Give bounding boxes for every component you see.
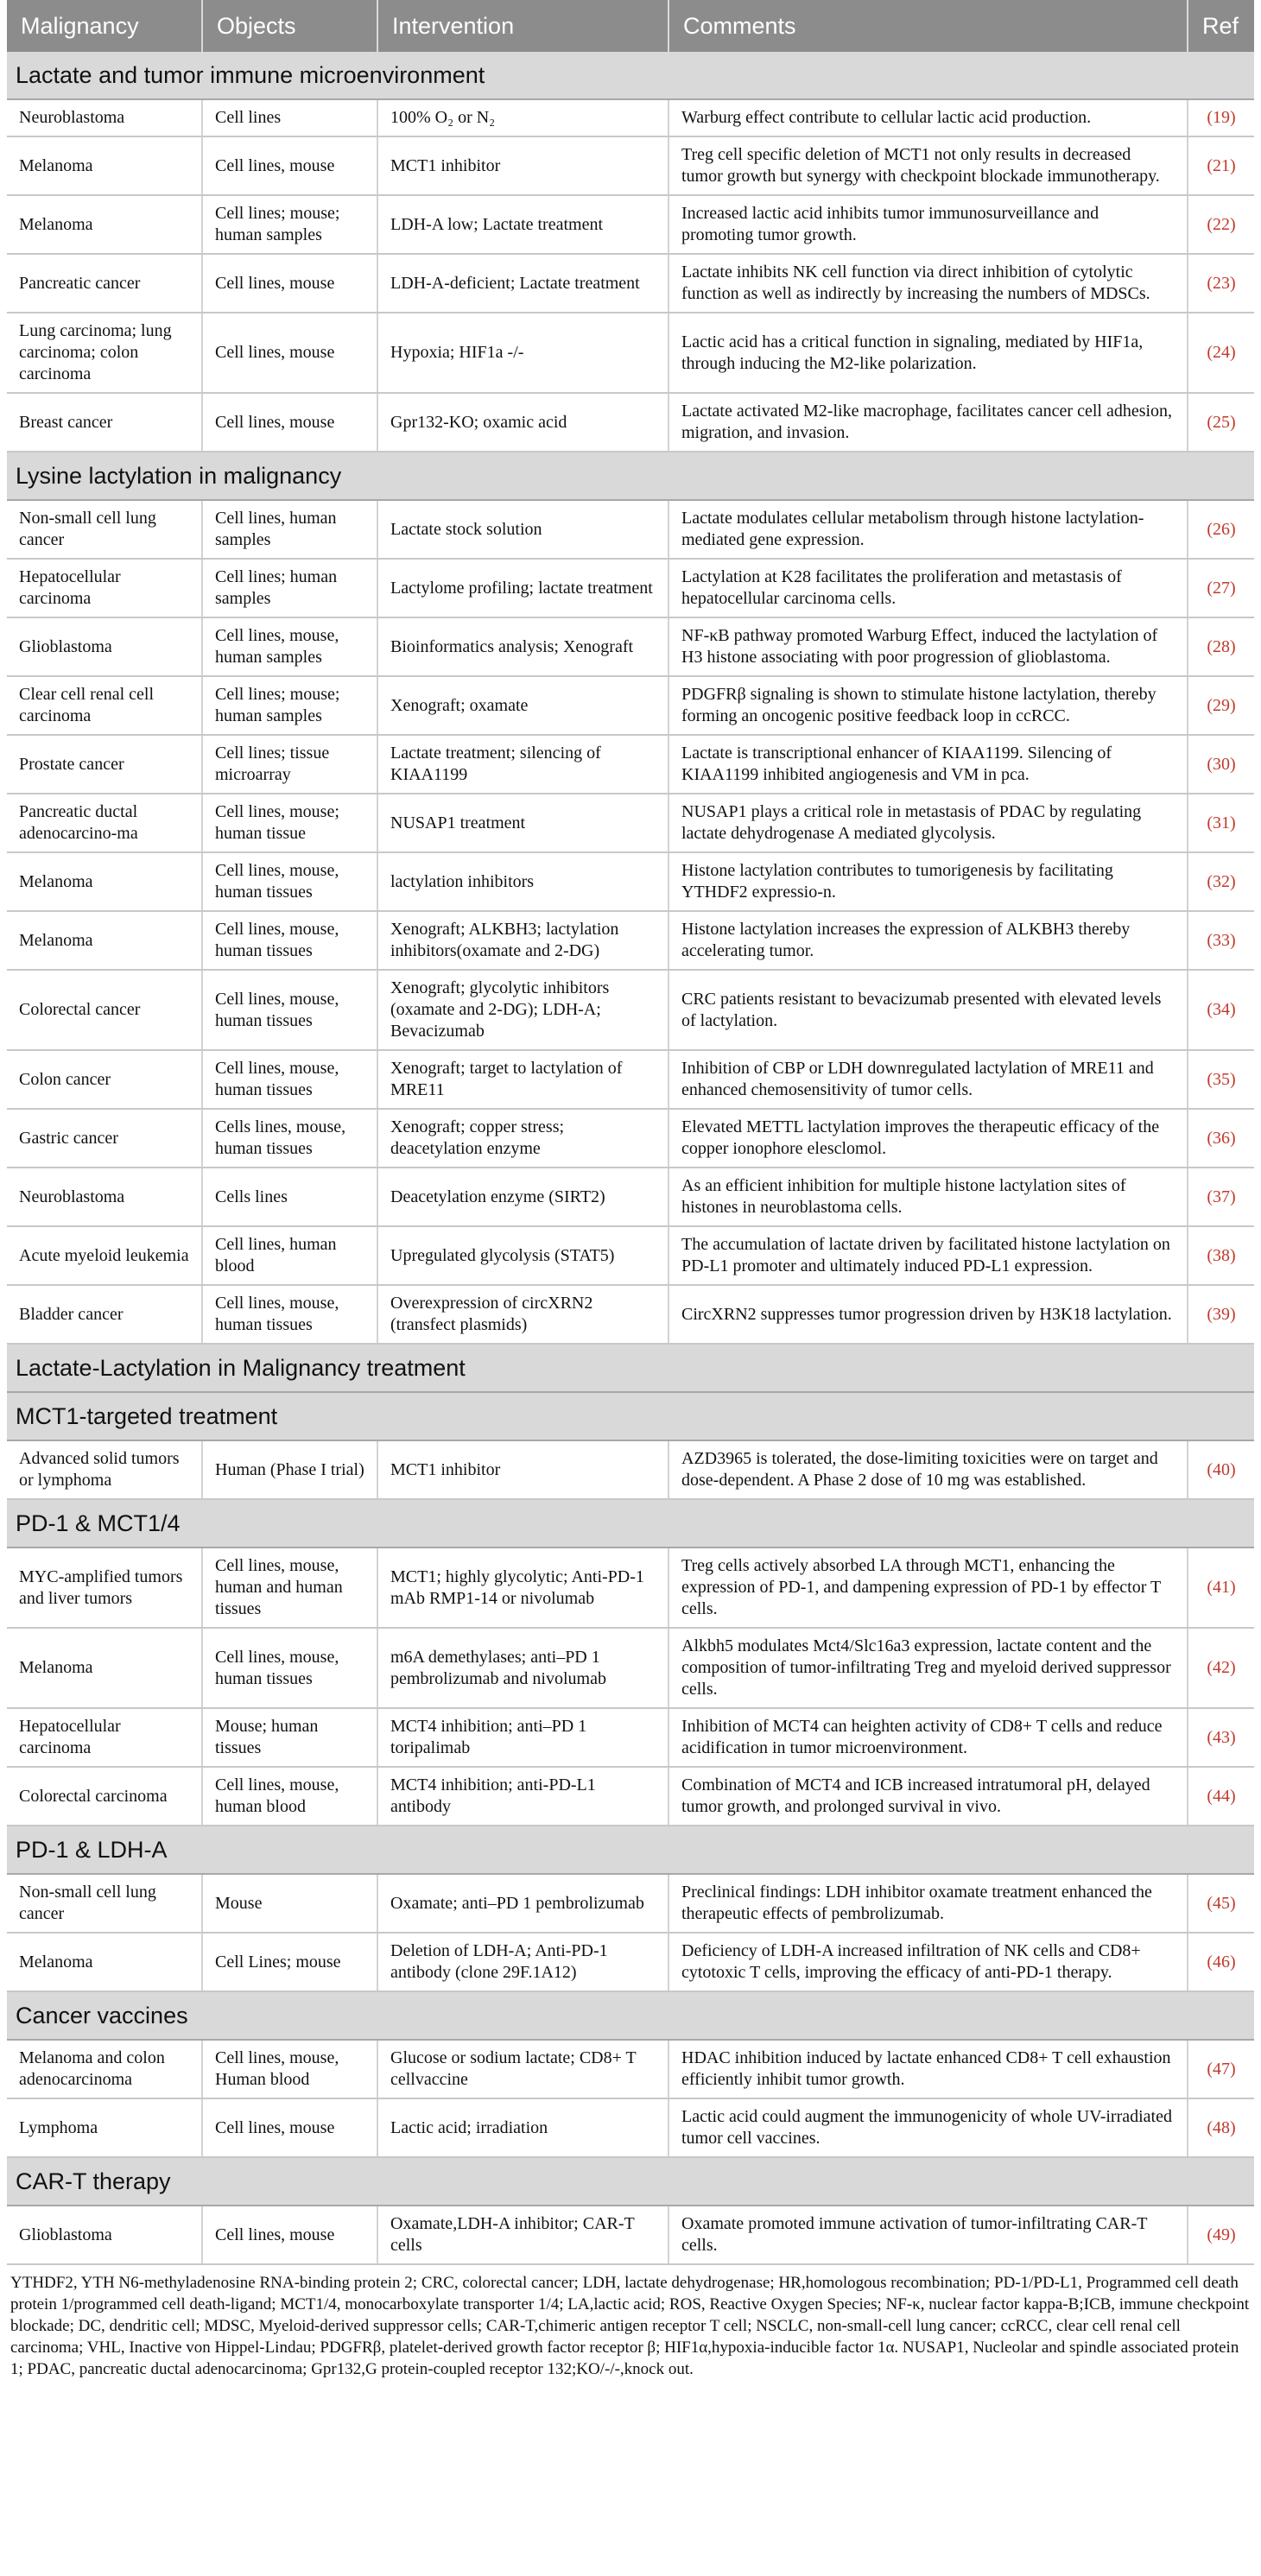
malignancy-cell: Melanoma and colon adenocarcinoma	[7, 2040, 202, 2098]
malignancy-cell: MYC-amplified tumors and liver tumors	[7, 1547, 202, 1628]
ref-cell[interactable]: (29)	[1188, 676, 1254, 735]
table-row	[7, 2040, 1254, 2098]
comments-cell: Oxamate promoted immune activation of tumor-infiltrating CAR-T cells.	[669, 2206, 1188, 2264]
comments-cell: Lactate activated M2-like macrophage, facilitates cancer cell adhesion, migration, and invasion.	[669, 393, 1188, 452]
section-header-row	[7, 1991, 1254, 2040]
ref-cell[interactable]: (47)	[1188, 2040, 1254, 2098]
malignancy-cell: Melanoma	[7, 1628, 202, 1708]
intervention-cell: Xenograft; copper stress; deacetylation enzyme	[377, 1109, 669, 1168]
table-header	[7, 0, 1254, 52]
table-row	[7, 2206, 1254, 2264]
comments-cell: Histone lactylation contributes to tumorigenesis by facilitating YTHDF2 expressio-n.	[669, 852, 1188, 911]
comments-cell: Inhibition of MCT4 can heighten activity of CD8+ T cells and reduce acidification in tumor microenvironment.	[669, 1708, 1188, 1767]
intervention-cell: Lactate treatment; silencing of KIAA1199	[377, 735, 669, 794]
ref-cell[interactable]: (39)	[1188, 1285, 1254, 1344]
ref-cell[interactable]: (26)	[1188, 500, 1254, 559]
table-row	[7, 2098, 1254, 2157]
malignancy-cell: Melanoma	[7, 1933, 202, 1991]
intervention-cell: Deletion of LDH-A; Anti-PD-1 antibody (clone 29F.1A12)	[377, 1933, 669, 1991]
ref-cell[interactable]: (24)	[1188, 313, 1254, 393]
malignancy-cell: Pancreatic ductal adenocarcino-ma	[7, 794, 202, 852]
malignancy-cell: Glioblastoma	[7, 617, 202, 676]
ref-cell[interactable]: (25)	[1188, 393, 1254, 452]
intervention-cell: LDH-A-deficient; Lactate treatment	[377, 254, 669, 313]
objects-cell: Cell lines; mouse; human samples	[202, 676, 377, 735]
table-row	[7, 617, 1254, 676]
table-row	[7, 970, 1254, 1050]
objects-cell: Mouse	[202, 1874, 377, 1933]
ref-cell[interactable]: (34)	[1188, 970, 1254, 1050]
comments-cell: Increased lactic acid inhibits tumor immunosurveillance and promoting tumor growth.	[669, 195, 1188, 254]
objects-cell: Cell lines	[202, 99, 377, 136]
section-header-row	[7, 1826, 1254, 1874]
comments-cell: CRC patients resistant to bevacizumab presented with elevated levels of lactylation.	[669, 970, 1188, 1050]
intervention-cell: Lactic acid; irradiation	[377, 2098, 669, 2157]
comments-cell: The accumulation of lactate driven by facilitated histone lactylation on PD-L1 promoter and ultimately induced PD-L1 expression.	[669, 1226, 1188, 1285]
intervention-cell: Gpr132-KO; oxamic acid	[377, 393, 669, 452]
objects-cell: Cell lines; mouse; human samples	[202, 195, 377, 254]
intervention-cell: Oxamate,LDH-A inhibitor; CAR-T cells	[377, 2206, 669, 2264]
section-title: Lactate-Lactylation in Malignancy treatment	[7, 1344, 1254, 1392]
header-row	[7, 0, 1254, 52]
table-row	[7, 735, 1254, 794]
ref-cell[interactable]: (35)	[1188, 1050, 1254, 1109]
section-title: PD-1 & LDH-A	[7, 1826, 1254, 1874]
intervention-cell: Hypoxia; HIF1a -/-	[377, 313, 669, 393]
malignancy-cell: Non-small cell lung cancer	[7, 1874, 202, 1933]
ref-cell[interactable]: (21)	[1188, 136, 1254, 195]
intervention-cell: Oxamate; anti–PD 1 pembrolizumab	[377, 1874, 669, 1933]
objects-cell: Cells lines, mouse, human tissues	[202, 1109, 377, 1168]
comments-cell: Histone lactylation increases the expression of ALKBH3 thereby accelerating tumor.	[669, 911, 1188, 970]
intervention-cell: MCT1 inhibitor	[377, 136, 669, 195]
comments-cell: Preclinical findings: LDH inhibitor oxamate treatment enhanced the therapeutic effects of pembrolizumab.	[669, 1874, 1188, 1933]
comments-cell: Alkbh5 modulates Mct4/Slc16a3 expression, lactate content and the composition of tumor-infiltrating Treg and myeloid derived suppressor cells.	[669, 1628, 1188, 1708]
comments-cell: Warburg effect contribute to cellular lactic acid production.	[669, 99, 1188, 136]
section-header-row	[7, 1499, 1254, 1547]
ref-cell[interactable]: (33)	[1188, 911, 1254, 970]
malignancy-cell: Neuroblastoma	[7, 99, 202, 136]
intervention-cell: Glucose or sodium lactate; CD8+ T cellvaccine	[377, 2040, 669, 2098]
table-row	[7, 1874, 1254, 1933]
intervention-cell: Lactate stock solution	[377, 500, 669, 559]
table-row	[7, 676, 1254, 735]
comments-cell: As an efficient inhibition for multiple histone lactylation sites of histones in neuroblastoma cells.	[669, 1168, 1188, 1226]
ref-cell[interactable]: (23)	[1188, 254, 1254, 313]
objects-cell: Cell lines, mouse	[202, 2206, 377, 2264]
table-footnote: YTHDF2, YTH N6-methyladenosine RNA-binding protein 2; CRC, colorectal cancer; LDH, lactate dehydrogenase; HR,homologous recombination; PD-1/PD-L1, Programmed cell death protein 1/programmed cell death-ligand; MCT1/4, monocarboxylate transporter 1/4; LA,lactic acid; ROS, Reactive Oxygen Species; NF-κ, nuclear factor kappa-B;ICB, immune checkpoint blockade; DC, dendritic cell; MDSC, Myeloid-derived suppressor cells; CAR-T,chimeric antigen receptor T cell; NSCLC, non-small-cell lung cancer; ccRCC, clear cell renal cell carcinoma; VHL, Inactive von Hippel-Lindau; PDGFRβ, platelet-derived growth factor receptor β; HIF1α,hypoxia-inducible factor 1α. NUSAP1, Nucleolar and spindle associated protein 1; PDAC, pancreatic ductal adenocarcinoma; Gpr132,G protein-coupled receptor 132;KO/-/-,knock out.	[10, 2274, 1250, 2378]
comments-cell: Treg cell specific deletion of MCT1 not only results in decreased tumor growth but synergy with checkpoint blockade immunotherapy.	[669, 136, 1188, 195]
intervention-cell: m6A demethylases; anti–PD 1 pembrolizumab and nivolumab	[377, 1628, 669, 1708]
objects-cell: Cell lines, mouse, human and human tissues	[202, 1547, 377, 1628]
table-row	[7, 1440, 1254, 1499]
malignancy-cell: Glioblastoma	[7, 2206, 202, 2264]
malignancy-cell: Gastric cancer	[7, 1109, 202, 1168]
intervention-cell: Upregulated glycolysis (STAT5)	[377, 1226, 669, 1285]
objects-cell: Cell lines, mouse; human tissue	[202, 794, 377, 852]
header-objects: Objects	[202, 0, 377, 52]
section-header-row	[7, 52, 1254, 99]
malignancy-cell: Acute myeloid leukemia	[7, 1226, 202, 1285]
intervention-cell: Bioinformatics analysis; Xenograft	[377, 617, 669, 676]
section-header-row	[7, 1392, 1254, 1440]
table-row	[7, 1547, 1254, 1628]
malignancy-cell: Bladder cancer	[7, 1285, 202, 1344]
table-row	[7, 1628, 1254, 1708]
ref-cell[interactable]: (19)	[1188, 99, 1254, 136]
comments-cell: PDGFRβ signaling is shown to stimulate histone lactylation, thereby forming an oncogenic positive feedback loop in ccRCC.	[669, 676, 1188, 735]
ref-cell[interactable]: (40)	[1188, 1440, 1254, 1499]
header-intervention: Intervention	[377, 0, 669, 52]
ref-cell[interactable]: (22)	[1188, 195, 1254, 254]
intervention-cell: NUSAP1 treatment	[377, 794, 669, 852]
header-comments: Comments	[669, 0, 1188, 52]
comments-cell: Deficiency of LDH-A increased infiltration of NK cells and CD8+ cytotoxic T cells, improving the efficacy of anti-PD-1 therapy.	[669, 1933, 1188, 1991]
ref-cell[interactable]: (46)	[1188, 1933, 1254, 1991]
comments-cell: Combination of MCT4 and ICB increased intratumoral pH, delayed tumor growth, and prolonged survival in vivo.	[669, 1767, 1188, 1826]
ref-cell[interactable]: (28)	[1188, 617, 1254, 676]
ref-cell[interactable]: (44)	[1188, 1767, 1254, 1826]
ref-cell[interactable]: (43)	[1188, 1708, 1254, 1767]
table-row	[7, 1168, 1254, 1226]
ref-cell[interactable]: (49)	[1188, 2206, 1254, 2264]
intervention-cell: Overexpression of circXRN2 (transfect plasmids)	[377, 1285, 669, 1344]
section-title: PD-1 & MCT1/4	[7, 1499, 1254, 1547]
intervention-cell: MCT4 inhibition; anti-PD-L1 antibody	[377, 1767, 669, 1826]
malignancy-cell: Breast cancer	[7, 393, 202, 452]
intervention-cell: MCT1; highly glycolytic; Anti-PD-1 mAb RMP1-14 or nivolumab	[377, 1547, 669, 1628]
objects-cell: Cell lines, mouse	[202, 136, 377, 195]
section-header-row	[7, 452, 1254, 500]
malignancy-cell: Melanoma	[7, 195, 202, 254]
objects-cell: Cell lines; human samples	[202, 559, 377, 617]
table-row	[7, 1933, 1254, 1991]
malignancy-cell: Advanced solid tumors or lymphoma	[7, 1440, 202, 1499]
section-title: Lysine lactylation in malignancy	[7, 452, 1254, 500]
objects-cell: Cell lines, human samples	[202, 500, 377, 559]
comments-cell: NF-κB pathway promoted Warburg Effect, induced the lactylation of H3 histone associating with poor progression of glioblastoma.	[669, 617, 1188, 676]
table-row	[7, 911, 1254, 970]
malignancy-cell: Melanoma	[7, 852, 202, 911]
table-row	[7, 1285, 1254, 1344]
intervention-cell: 100% O₂ or N₂	[377, 99, 669, 136]
objects-cell: Cell lines, mouse, human tissues	[202, 1628, 377, 1708]
table-row	[7, 254, 1254, 313]
objects-cell: Cell lines; tissue microarray	[202, 735, 377, 794]
table-row	[7, 500, 1254, 559]
comments-cell: Lactate modulates cellular metabolism through histone lactylation-mediated gene expression.	[669, 500, 1188, 559]
comments-cell: Lactic acid could augment the immunogenicity of whole UV-irradiated tumor cell vaccines.	[669, 2098, 1188, 2157]
comments-cell: Treg cells actively absorbed LA through MCT1, enhancing the expression of PD-1, and dampening expression of PD-1 by effector T cells.	[669, 1547, 1188, 1628]
table-row	[7, 852, 1254, 911]
objects-cell: Cell lines, mouse, human tissues	[202, 1285, 377, 1344]
ref-cell[interactable]: (32)	[1188, 852, 1254, 911]
comments-cell: Lactylation at K28 facilitates the proliferation and metastasis of hepatocellular carcinoma cells.	[669, 559, 1188, 617]
table-row	[7, 99, 1254, 136]
objects-cell: Cell lines, mouse, human tissues	[202, 1050, 377, 1109]
comments-cell: Lactic acid has a critical function in signaling, mediated by HIF1a, through inducing the M2-like polarization.	[669, 313, 1188, 393]
objects-cell: Cell lines, mouse	[202, 254, 377, 313]
comments-cell: CircXRN2 suppresses tumor progression driven by H3K18 lactylation.	[669, 1285, 1188, 1344]
ref-cell[interactable]: (48)	[1188, 2098, 1254, 2157]
header-ref: Ref	[1188, 0, 1254, 52]
comments-cell: HDAC inhibition induced by lactate enhanced CD8+ T cell exhaustion efficiently inhibit tumor growth.	[669, 2040, 1188, 2098]
table-row	[7, 1050, 1254, 1109]
objects-cell: Cell lines, mouse, Human blood	[202, 2040, 377, 2098]
objects-cell: Cell lines, mouse, human tissues	[202, 911, 377, 970]
objects-cell: Cell lines, human blood	[202, 1226, 377, 1285]
table-row	[7, 393, 1254, 452]
intervention-cell: Xenograft; oxamate	[377, 676, 669, 735]
header-malignancy: Malignancy	[7, 0, 202, 52]
malignancy-cell: Prostate cancer	[7, 735, 202, 794]
table-row	[7, 1226, 1254, 1285]
intervention-cell: LDH-A low; Lactate treatment	[377, 195, 669, 254]
ref-cell[interactable]: (41)	[1188, 1547, 1254, 1628]
malignancy-cell: Lung carcinoma; lung carcinoma; colon carcinoma	[7, 313, 202, 393]
comments-cell: Elevated METTL lactylation improves the therapeutic efficacy of the copper ionophore elesclomol.	[669, 1109, 1188, 1168]
malignancy-cell: Melanoma	[7, 136, 202, 195]
table-row	[7, 1109, 1254, 1168]
intervention-cell: lactylation inhibitors	[377, 852, 669, 911]
malignancy-cell: Lymphoma	[7, 2098, 202, 2157]
malignancy-cell: Hepatocellular carcinoma	[7, 559, 202, 617]
objects-cell: Cell lines, mouse, human tissues	[202, 970, 377, 1050]
objects-cell: Cell lines, mouse, human tissues	[202, 852, 377, 911]
malignancy-cell: Pancreatic cancer	[7, 254, 202, 313]
malignancy-cell: Clear cell renal cell carcinoma	[7, 676, 202, 735]
ref-cell[interactable]: (37)	[1188, 1168, 1254, 1226]
objects-cell: Mouse; human tissues	[202, 1708, 377, 1767]
intervention-cell: Deacetylation enzyme (SIRT2)	[377, 1168, 669, 1226]
section-header-row	[7, 2157, 1254, 2206]
table-row	[7, 794, 1254, 852]
ref-cell[interactable]: (42)	[1188, 1628, 1254, 1708]
section-title: Lactate and tumor immune microenvironment	[7, 52, 1254, 99]
malignancy-cell: Hepatocellular carcinoma	[7, 1708, 202, 1767]
malignancy-table	[7, 0, 1254, 2265]
ref-cell[interactable]: (27)	[1188, 559, 1254, 617]
ref-cell[interactable]: (31)	[1188, 794, 1254, 852]
objects-cell: Cells lines	[202, 1168, 377, 1226]
table-row	[7, 136, 1254, 195]
objects-cell: Cell lines, mouse	[202, 313, 377, 393]
intervention-cell: MCT4 inhibition; anti–PD 1 toripalimab	[377, 1708, 669, 1767]
objects-cell: Human (Phase I trial)	[202, 1440, 377, 1499]
malignancy-cell: Colon cancer	[7, 1050, 202, 1109]
comments-cell: Lactate inhibits NK cell function via direct inhibition of cytolytic function as well as indirectly by increasing the numbers of MDSCs.	[669, 254, 1188, 313]
objects-cell: Cell lines, mouse, human samples	[202, 617, 377, 676]
comments-cell: Lactate is transcriptional enhancer of KIAA1199. Silencing of KIAA1199 inhibited angiogenesis and VM in pca.	[669, 735, 1188, 794]
malignancy-cell: Colorectal cancer	[7, 970, 202, 1050]
intervention-cell: Xenograft; ALKBH3; lactylation inhibitors(oxamate and 2-DG)	[377, 911, 669, 970]
table-row	[7, 195, 1254, 254]
table-row	[7, 1708, 1254, 1767]
ref-cell[interactable]: (38)	[1188, 1226, 1254, 1285]
ref-cell[interactable]: (45)	[1188, 1874, 1254, 1933]
ref-cell[interactable]: (30)	[1188, 735, 1254, 794]
table-row	[7, 559, 1254, 617]
ref-cell[interactable]: (36)	[1188, 1109, 1254, 1168]
comments-cell: AZD3965 is tolerated, the dose-limiting toxicities were on target and dose-dependent. A Phase 2 dose of 10 mg was established.	[669, 1440, 1188, 1499]
objects-cell: Cell lines, mouse	[202, 393, 377, 452]
intervention-cell: MCT1 inhibitor	[377, 1440, 669, 1499]
intervention-cell: Xenograft; target to lactylation of MRE11	[377, 1050, 669, 1109]
intervention-cell: Xenograft; glycolytic inhibitors (oxamate and 2-DG); LDH-A; Bevacizumab	[377, 970, 669, 1050]
malignancy-cell: Neuroblastoma	[7, 1168, 202, 1226]
malignancy-cell: Colorectal carcinoma	[7, 1767, 202, 1826]
comments-cell: Inhibition of CBP or LDH downregulated lactylation of MRE11 and enhanced chemosensitivity of tumor cells.	[669, 1050, 1188, 1109]
intervention-cell: Lactylome profiling; lactate treatment	[377, 559, 669, 617]
malignancy-cell: Melanoma	[7, 911, 202, 970]
section-title: CAR-T therapy	[7, 2157, 1254, 2206]
comments-cell: NUSAP1 plays a critical role in metastasis of PDAC by regulating lactate dehydrogenase A mediated glycolysis.	[669, 794, 1188, 852]
section-title: Cancer vaccines	[7, 1991, 1254, 2040]
section-title: MCT1-targeted treatment	[7, 1392, 1254, 1440]
objects-cell: Cell lines, mouse, human blood	[202, 1767, 377, 1826]
objects-cell: Cell Lines; mouse	[202, 1933, 377, 1991]
malignancy-cell: Non-small cell lung cancer	[7, 500, 202, 559]
section-header-row	[7, 1344, 1254, 1392]
table-row	[7, 1767, 1254, 1826]
objects-cell: Cell lines, mouse	[202, 2098, 377, 2157]
table-body	[7, 52, 1254, 2264]
table-row	[7, 313, 1254, 393]
